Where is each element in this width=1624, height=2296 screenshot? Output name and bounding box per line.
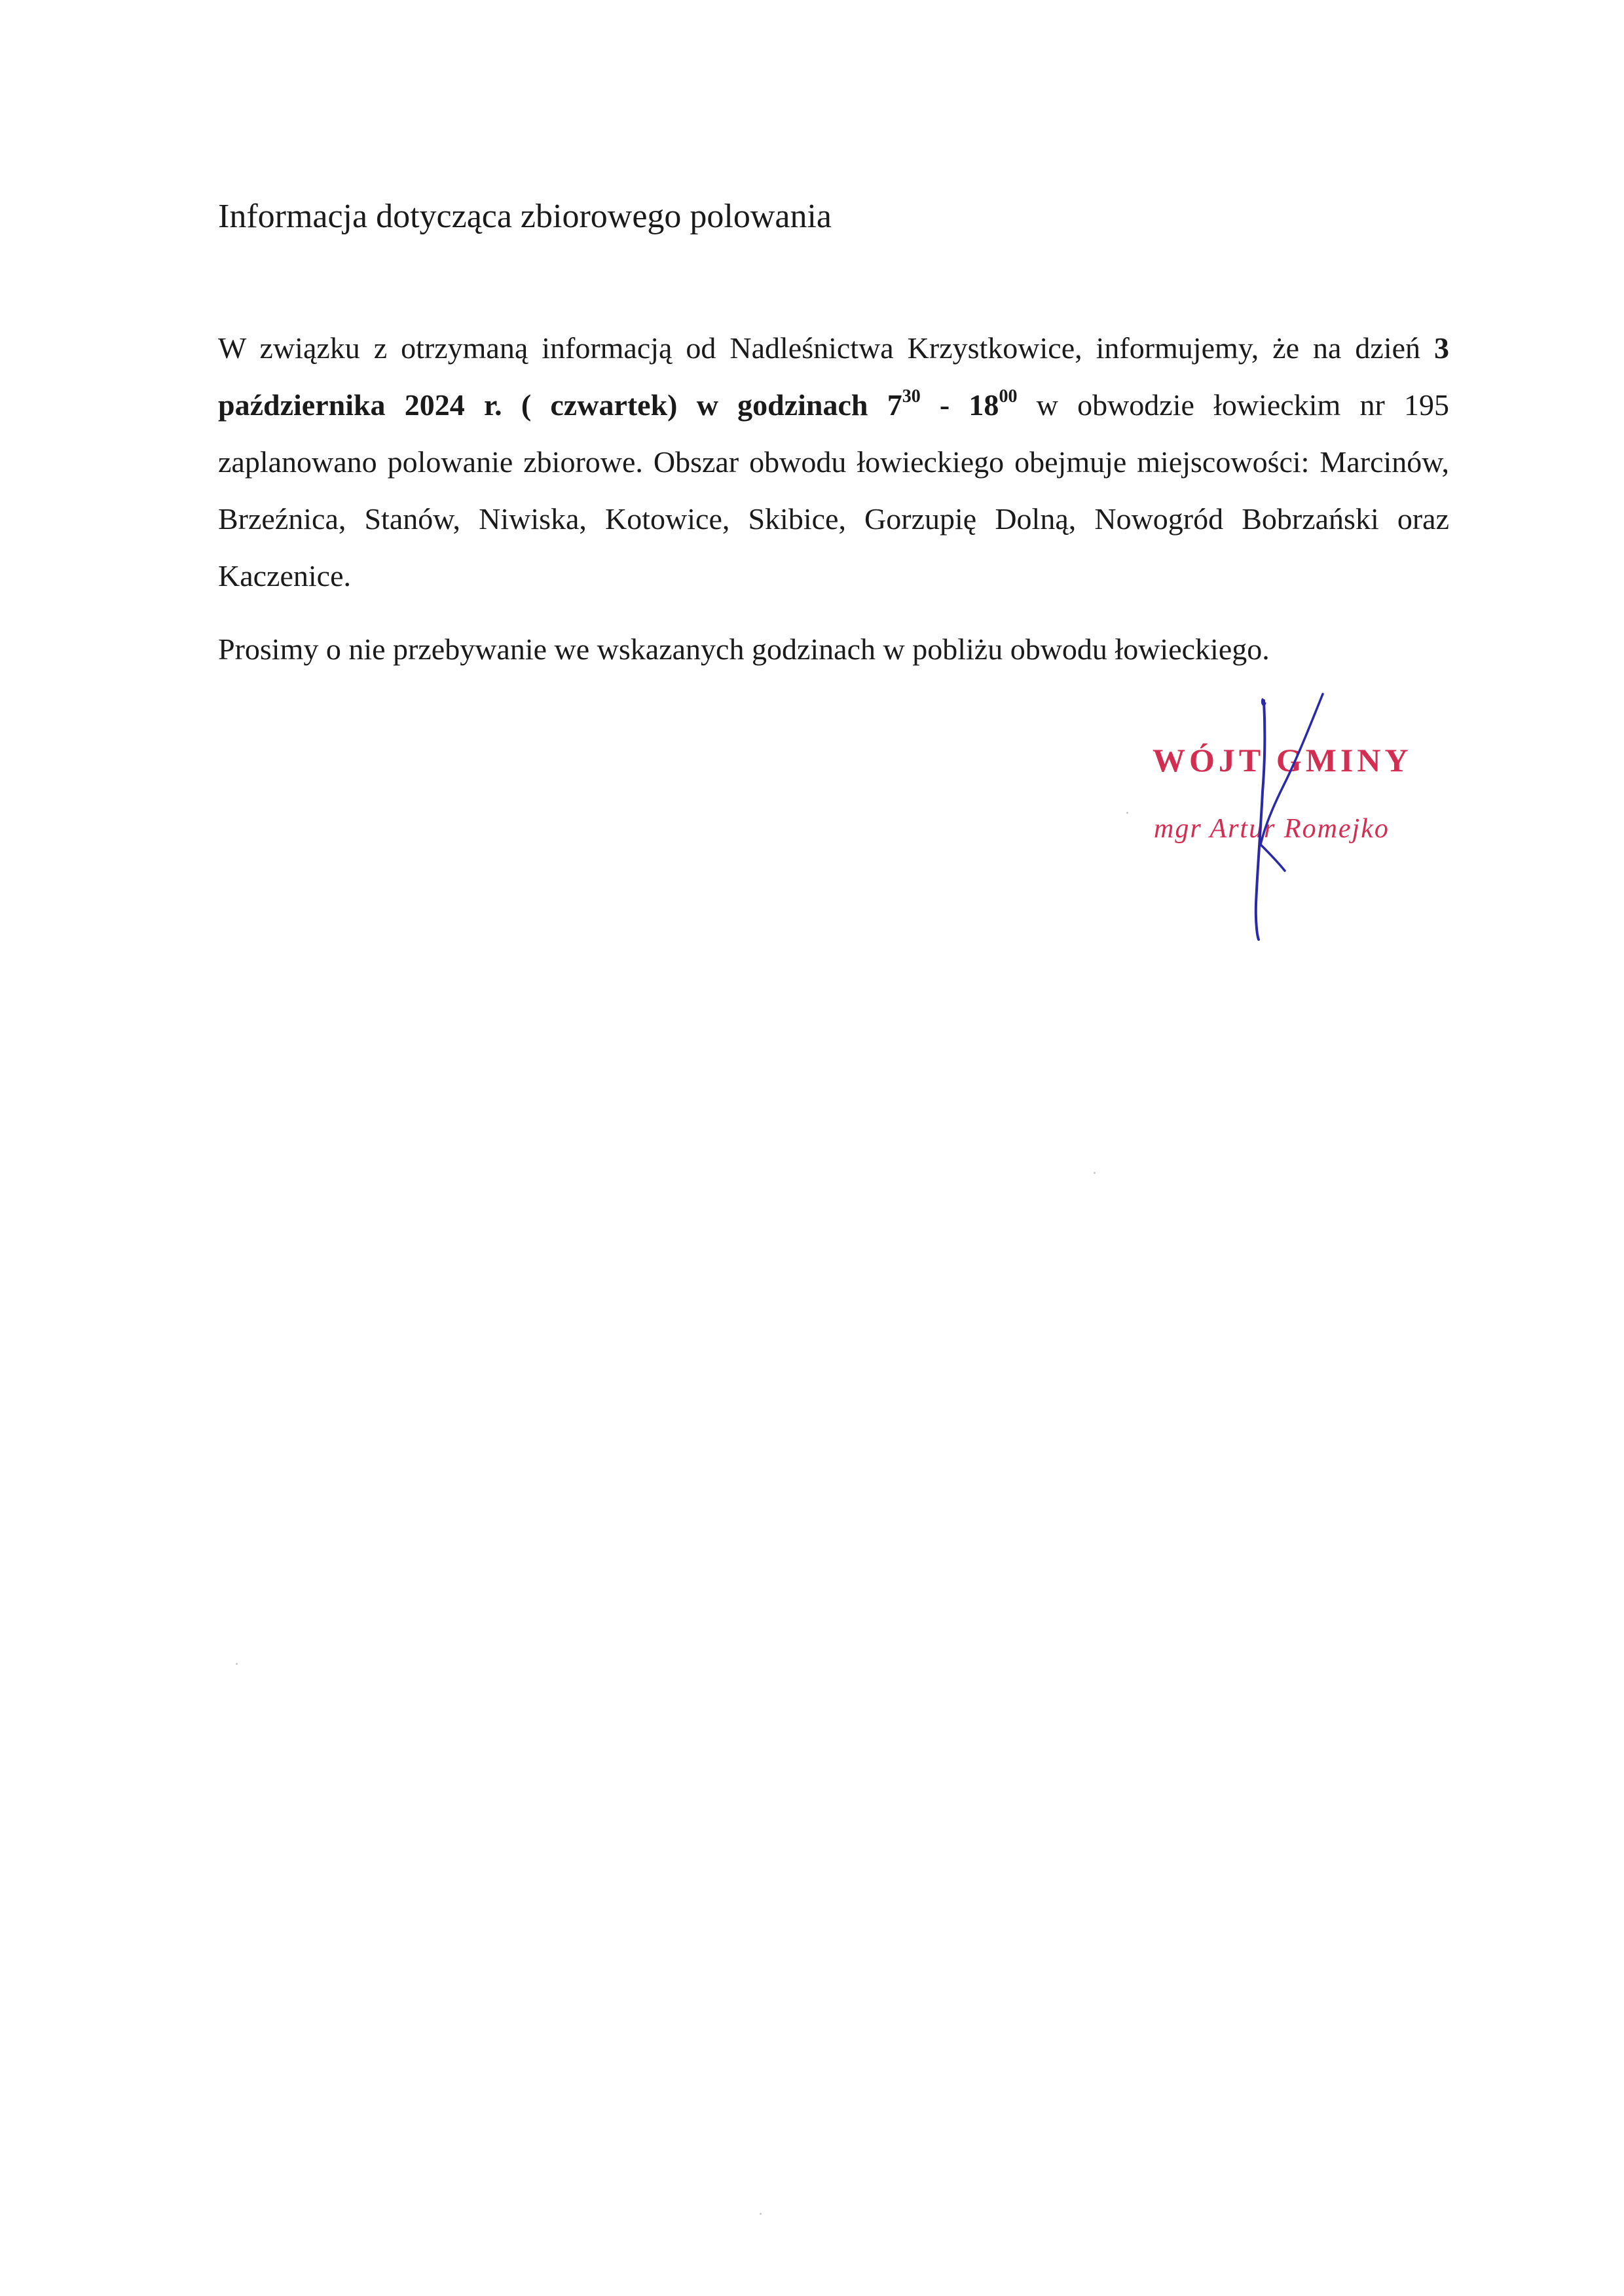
stamp-name: mgr Artur Romejko (1154, 814, 1390, 844)
announcement-paragraph (218, 319, 1449, 604)
hunt-date: 3 października 2024 r. ( czwartek) w godzinach 7 (218, 331, 1449, 422)
document-title: Informacja dotycząca zbiorowego polowania (218, 198, 832, 235)
time-start-minutes: 30 (902, 386, 921, 407)
handwritten-signature (1225, 687, 1356, 949)
paragraph-intro: W związku z otrzymaną informacją od Nadleśnictwa Krzystkowice, informujemy, że na dzień (218, 331, 1434, 365)
scan-speck (760, 2213, 762, 2215)
stamp-title: WÓJT GMINY (1153, 742, 1412, 778)
time-separator: - 18 (920, 388, 999, 422)
time-end-minutes: 00 (999, 386, 1018, 407)
scan-speck (236, 1663, 238, 1665)
paragraph-rest: w obwodzie łowieckim nr 195 zaplanowano polowanie zbiorowe. Obszar obwodu łowieckiego obejmuje miejscowości: Marcinów, Brzeźnica, Stanów, Niwiska, Kotowice, Skibice, Gorzupię Dolną, Nowogród Bobrzański oraz Kaczenice. (218, 388, 1450, 592)
scan-speck (1094, 1172, 1096, 1174)
closing-request: Prosimy o nie przebywanie we wskazanych godzinach w pobliżu obwodu łowieckiego. (218, 632, 1270, 666)
scan-speck (1126, 812, 1128, 814)
